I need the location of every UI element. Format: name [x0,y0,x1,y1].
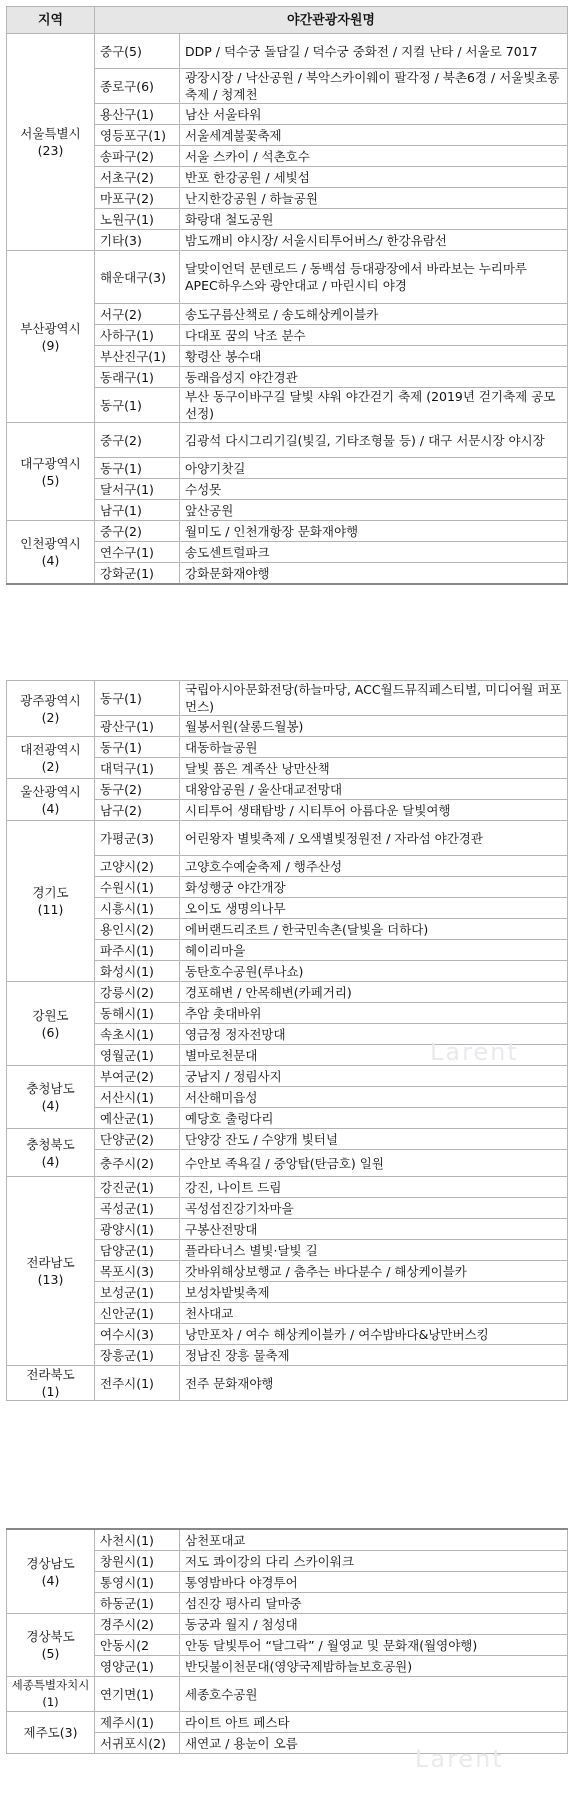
table-row [7,34,568,69]
district-cell: 창원시(1) [95,1551,180,1572]
venue-cell: 황령산 봉수대 [180,346,568,367]
venue-cell: 달맞이언덕 문텐로드 / 동백섬 등대광장에서 바라보는 누리마루 APEC하우스와 광안대교 / 마린시티 야경 [180,251,568,304]
district-cell: 해운대구(3) [95,251,180,304]
table-row [7,1066,568,1087]
venue-cell: 섬진강 평사리 달마중 [180,1593,568,1614]
district-cell: 종로구(6) [95,69,180,104]
region-count: (2) [41,758,60,774]
venue-cell: 정남진 장흥 물축제 [180,1345,568,1366]
venue-cell: 낭만포차 / 여수 해상케이블카 / 여수밤바다&낭만버스킹 [180,1324,568,1345]
district-cell: 서구(2) [95,304,180,325]
region-count: (4) [41,1153,60,1169]
venue-cell: 곡성섬진강기차마을 [180,1198,568,1219]
district-cell: 동래구(1) [95,367,180,388]
region-name: 강원도 [32,1007,69,1023]
district-cell: 담양군(1) [95,1240,180,1261]
district-cell: 영등포구(1) [95,125,180,146]
venue-cell: 화랑대 철도공원 [180,209,568,230]
venue-cell: 동궁과 월지 / 첨성대 [180,1614,568,1635]
district-cell: 장흥군(1) [95,1345,180,1366]
region-name: 충청북도 [26,1136,75,1152]
region-count: (4) [41,1098,60,1113]
venue-cell: 안동 달빛투어 “달그락” / 월영교 및 문화재(월영야행) [180,1635,568,1656]
table-row [7,737,568,758]
district-cell: 동구(2) [95,779,180,800]
venue-cell: 대동하늘공원 [180,737,568,758]
region-name: 광주광역시 [20,692,81,708]
region-name: 충청남도 [26,1081,75,1096]
region-name: 제주도(3) [23,1725,78,1740]
district-cell: 대덕구(1) [95,758,180,779]
region-cell-gyeonggi [7,821,95,982]
venue-cell: 다대포 꿈의 낙조 분수 [180,325,568,346]
district-cell: 가평군(3) [95,821,180,856]
district-cell: 연수구(1) [95,542,180,563]
table-row [7,423,568,458]
region-count: (11) [37,902,64,917]
venue-cell: 월미도 / 인천개항장 문화재야행 [180,521,568,542]
district-cell: 사천시(1) [95,1529,180,1551]
table-row [7,1614,568,1635]
venue-cell: 서산해미읍성 [180,1087,568,1108]
header-venue: 야간관광자원명 [95,7,568,34]
district-cell: 속초시(1) [95,1024,180,1045]
district-cell: 예산군(1) [95,1108,180,1129]
venue-cell: 광장시장 / 낙산공원 / 북악스카이웨이 팔각정 / 북촌6경 / 서울빛초롱축제 / 청계천 [180,69,568,104]
watermark: Larent [415,1745,504,1773]
venue-cell: 통영밤바다 야경투어 [180,1572,568,1593]
district-cell: 연기면(1) [95,1677,180,1712]
district-cell: 동구(1) [95,681,180,716]
region-count: (5) [41,1646,60,1661]
district-cell: 강진군(1) [95,1177,180,1198]
district-cell: 남구(1) [95,500,180,521]
district-cell: 송파구(2) [95,146,180,167]
venue-cell: 영금정 정자전망대 [180,1024,568,1045]
district-cell: 동구(1) [95,458,180,479]
table-row [7,1529,568,1551]
region-count: (5) [41,472,60,488]
venue-cell: 에버랜드리조트 / 한국민속촌(달빛을 더하다) [180,919,568,940]
district-cell: 강릉시(2) [95,982,180,1003]
district-cell: 단양군(2) [95,1129,180,1150]
region-cell-daegu [7,423,95,521]
district-cell: 목포시(3) [95,1261,180,1282]
district-cell: 광산구(1) [95,716,180,737]
venue-cell: 동래읍성지 야간경관 [180,367,568,388]
table-row [7,1366,568,1401]
venue-cell: DDP / 덕수궁 돌담길 / 덕수궁 중화전 / 지컬 난타 / 서울로 7017 [180,34,568,69]
region-cell-incheon [7,521,95,585]
district-cell: 서귀포시(2) [95,1733,180,1754]
district-cell: 기타(3) [95,230,180,251]
region-count: (4) [41,800,60,816]
venue-cell: 보성차밭빛축제 [180,1282,568,1303]
region-count: (2) [41,709,60,725]
venue-cell: 단양강 잔도 / 수양개 빛터널 [180,1129,568,1150]
region-count: (4) [41,553,60,568]
venue-cell: 천사대교 [180,1303,568,1324]
district-cell: 영양군(1) [95,1656,180,1677]
table-row [7,681,568,716]
region-cell-jeonnam [7,1177,95,1366]
district-cell: 파주시(1) [95,940,180,961]
table-row [7,1129,568,1150]
venue-cell: 전주 문화재야행 [180,1366,568,1401]
venue-cell: 강화문화재야행 [180,563,568,585]
region-count: (6) [41,1024,60,1040]
venue-cell: 서울 스카이 / 석촌호수 [180,146,568,167]
venue-cell: 국립아시아문화전당(하늘마당, ACC월드뮤직페스티벌, 미디어월 퍼포먼스) [180,681,568,716]
district-cell: 동해시(1) [95,1003,180,1024]
region-cell-sejong [7,1677,95,1712]
district-cell: 마포구(2) [95,188,180,209]
region-name: 대구광역시 [20,455,81,471]
watermark: Larent [430,1038,519,1066]
region-cell-jeonbuk [7,1366,95,1401]
district-cell: 제주시(1) [95,1712,180,1733]
district-cell: 중구(2) [95,521,180,542]
region-cell-busan [7,251,95,423]
table-row [7,1677,568,1712]
district-cell: 충주시(2) [95,1150,180,1177]
venue-cell: 구봉산전망대 [180,1219,568,1240]
district-cell: 안동시(2 [95,1635,180,1656]
district-cell: 광양시(1) [95,1219,180,1240]
venue-cell: 월봉서원(살롱드월봉) [180,716,568,737]
venue-cell: 수안보 족욕길 / 중앙탑(탄금호) 일원 [180,1150,568,1177]
district-cell: 중구(5) [95,34,180,69]
district-cell: 여수시(3) [95,1324,180,1345]
table-row [7,251,568,304]
district-cell: 부산진구(1) [95,346,180,367]
night-tourism-table-part-3 [6,1528,568,1754]
venue-cell: 라이트 아트 페스타 [180,1712,568,1733]
table-row [7,521,568,542]
region-cell-daejeon [7,737,95,779]
region-count: (9) [41,337,60,353]
district-cell: 동구(1) [95,388,180,423]
district-cell: 중구(2) [95,423,180,458]
venue-cell: 시티투어 생태탐방 / 시티투어 아름다운 달빛여행 [180,800,568,821]
venue-cell: 동탄호수공원(루나쇼) [180,961,568,982]
region-count: (4) [41,1572,60,1588]
region-cell-chungbuk [7,1129,95,1177]
district-cell: 보성군(1) [95,1282,180,1303]
venue-cell: 앞산공원 [180,500,568,521]
venue-cell: 예당호 출렁다리 [180,1108,568,1129]
district-cell: 화성시(1) [95,961,180,982]
venue-cell: 갓바위해상보행교 / 춤추는 바다분수 / 해상케이블카 [180,1261,568,1282]
venue-cell: 추암 촛대바위 [180,1003,568,1024]
venue-cell: 아양기찻길 [180,458,568,479]
venue-cell: 강진, 나이트 드림 [180,1177,568,1198]
region-name: 서울특별시 [20,126,81,141]
night-tourism-table-part-1 [6,6,568,585]
district-cell: 강화군(1) [95,563,180,585]
venue-cell: 궁남지 / 정림사지 [180,1066,568,1087]
table-row [7,779,568,800]
venue-cell: 별마로천문대 [180,1045,568,1066]
district-cell: 동구(1) [95,737,180,758]
district-cell: 시흥시(1) [95,898,180,919]
venue-cell: 새연교 / 용눈이 오름 [180,1733,568,1754]
district-cell: 용산구(1) [95,104,180,125]
district-cell: 사하구(1) [95,325,180,346]
district-cell: 고양시(2) [95,856,180,877]
region-name: 부산광역시 [20,320,81,336]
district-cell: 남구(2) [95,800,180,821]
region-cell-gangwon [7,982,95,1066]
region-cell-jeju [7,1712,95,1754]
venue-cell: 반포 한강공원 / 세빛섬 [180,167,568,188]
venue-cell: 서울세계불꽃축제 [180,125,568,146]
venue-cell: 오이도 생명의나무 [180,898,568,919]
venue-cell: 헤이리마을 [180,940,568,961]
venue-cell: 플라타너스 별빛·달빛 길 [180,1240,568,1261]
region-name: 경상북도 [26,1629,75,1644]
venue-cell: 삼천포대교 [180,1529,568,1551]
district-cell: 신안군(1) [95,1303,180,1324]
venue-cell: 화성행궁 야간개장 [180,877,568,898]
region-name: 세종특별자치시 [11,1678,90,1692]
venue-cell: 저도 콰이강의 다리 스카이워크 [180,1551,568,1572]
table-row [7,1712,568,1733]
district-cell: 영월군(1) [95,1045,180,1066]
region-name: 인천광역시 [20,536,81,551]
venue-cell: 송도구름산책로 / 송도해상케이블카 [180,304,568,325]
region-count: (1) [41,1384,60,1399]
region-name: 대전광역시 [20,741,81,757]
region-name: 전라북도 [26,1367,75,1382]
venue-cell: 밤도깨비 야시장/ 서울시티투어버스/ 한강유람선 [180,230,568,251]
region-cell-gwangju [7,681,95,737]
table-row [7,982,568,1003]
table-row [7,821,568,856]
district-cell: 부여군(2) [95,1066,180,1087]
region-cell-chungnam [7,1066,95,1129]
district-cell: 달서구(1) [95,479,180,500]
venue-cell: 어린왕자 별빛축제 / 오색별빛정원전 / 자라섬 야간경관 [180,821,568,856]
region-count: (23) [37,143,64,158]
region-cell-seoul [7,34,95,251]
district-cell: 통영시(1) [95,1572,180,1593]
region-name: 경상남도 [26,1555,75,1571]
venue-cell: 송도센트럴파크 [180,542,568,563]
region-name: 전라남도 [26,1255,75,1270]
venue-cell: 고양호수예술축제 / 행주산성 [180,856,568,877]
district-cell: 경주시(2) [95,1614,180,1635]
region-cell-gyeongnam [7,1529,95,1614]
district-cell: 하동군(1) [95,1593,180,1614]
venue-cell: 수성못 [180,479,568,500]
table-row [7,1177,568,1198]
district-cell: 용인시(2) [95,919,180,940]
venue-cell: 남산 서울타워 [180,104,568,125]
venue-cell: 반딧불이천문대(영양국제밤하늘보호공원) [180,1656,568,1677]
venue-cell: 부산 동구이바구길 달빛 샤워 야간걷기 축제 (2019년 걷기축제 공모 선정) [180,388,568,423]
region-name: 경기도 [32,885,69,900]
district-cell: 수원시(1) [95,877,180,898]
venue-cell: 세종호수공원 [180,1677,568,1712]
region-count: (13) [37,1272,64,1287]
district-cell: 서초구(2) [95,167,180,188]
venue-cell: 김광석 다시그리기길(빛길, 기타조형물 등) / 대구 서문시장 야시장 [180,423,568,458]
district-cell: 노원구(1) [95,209,180,230]
region-name: 울산광역시 [20,783,81,799]
region-cell-ulsan [7,779,95,821]
district-cell: 전주시(1) [95,1366,180,1401]
district-cell: 서산시(1) [95,1087,180,1108]
venue-cell: 난지한강공원 / 하늘공원 [180,188,568,209]
district-cell: 곡성군(1) [95,1198,180,1219]
region-cell-gyeongbuk [7,1614,95,1677]
venue-cell: 경포해변 / 안목해변(카페거리) [180,982,568,1003]
header-region: 지역 [7,7,95,34]
region-count: (1) [42,1695,59,1709]
venue-cell: 달빛 품은 계족산 낭만산책 [180,758,568,779]
venue-cell: 대왕암공원 / 울산대교전망대 [180,779,568,800]
